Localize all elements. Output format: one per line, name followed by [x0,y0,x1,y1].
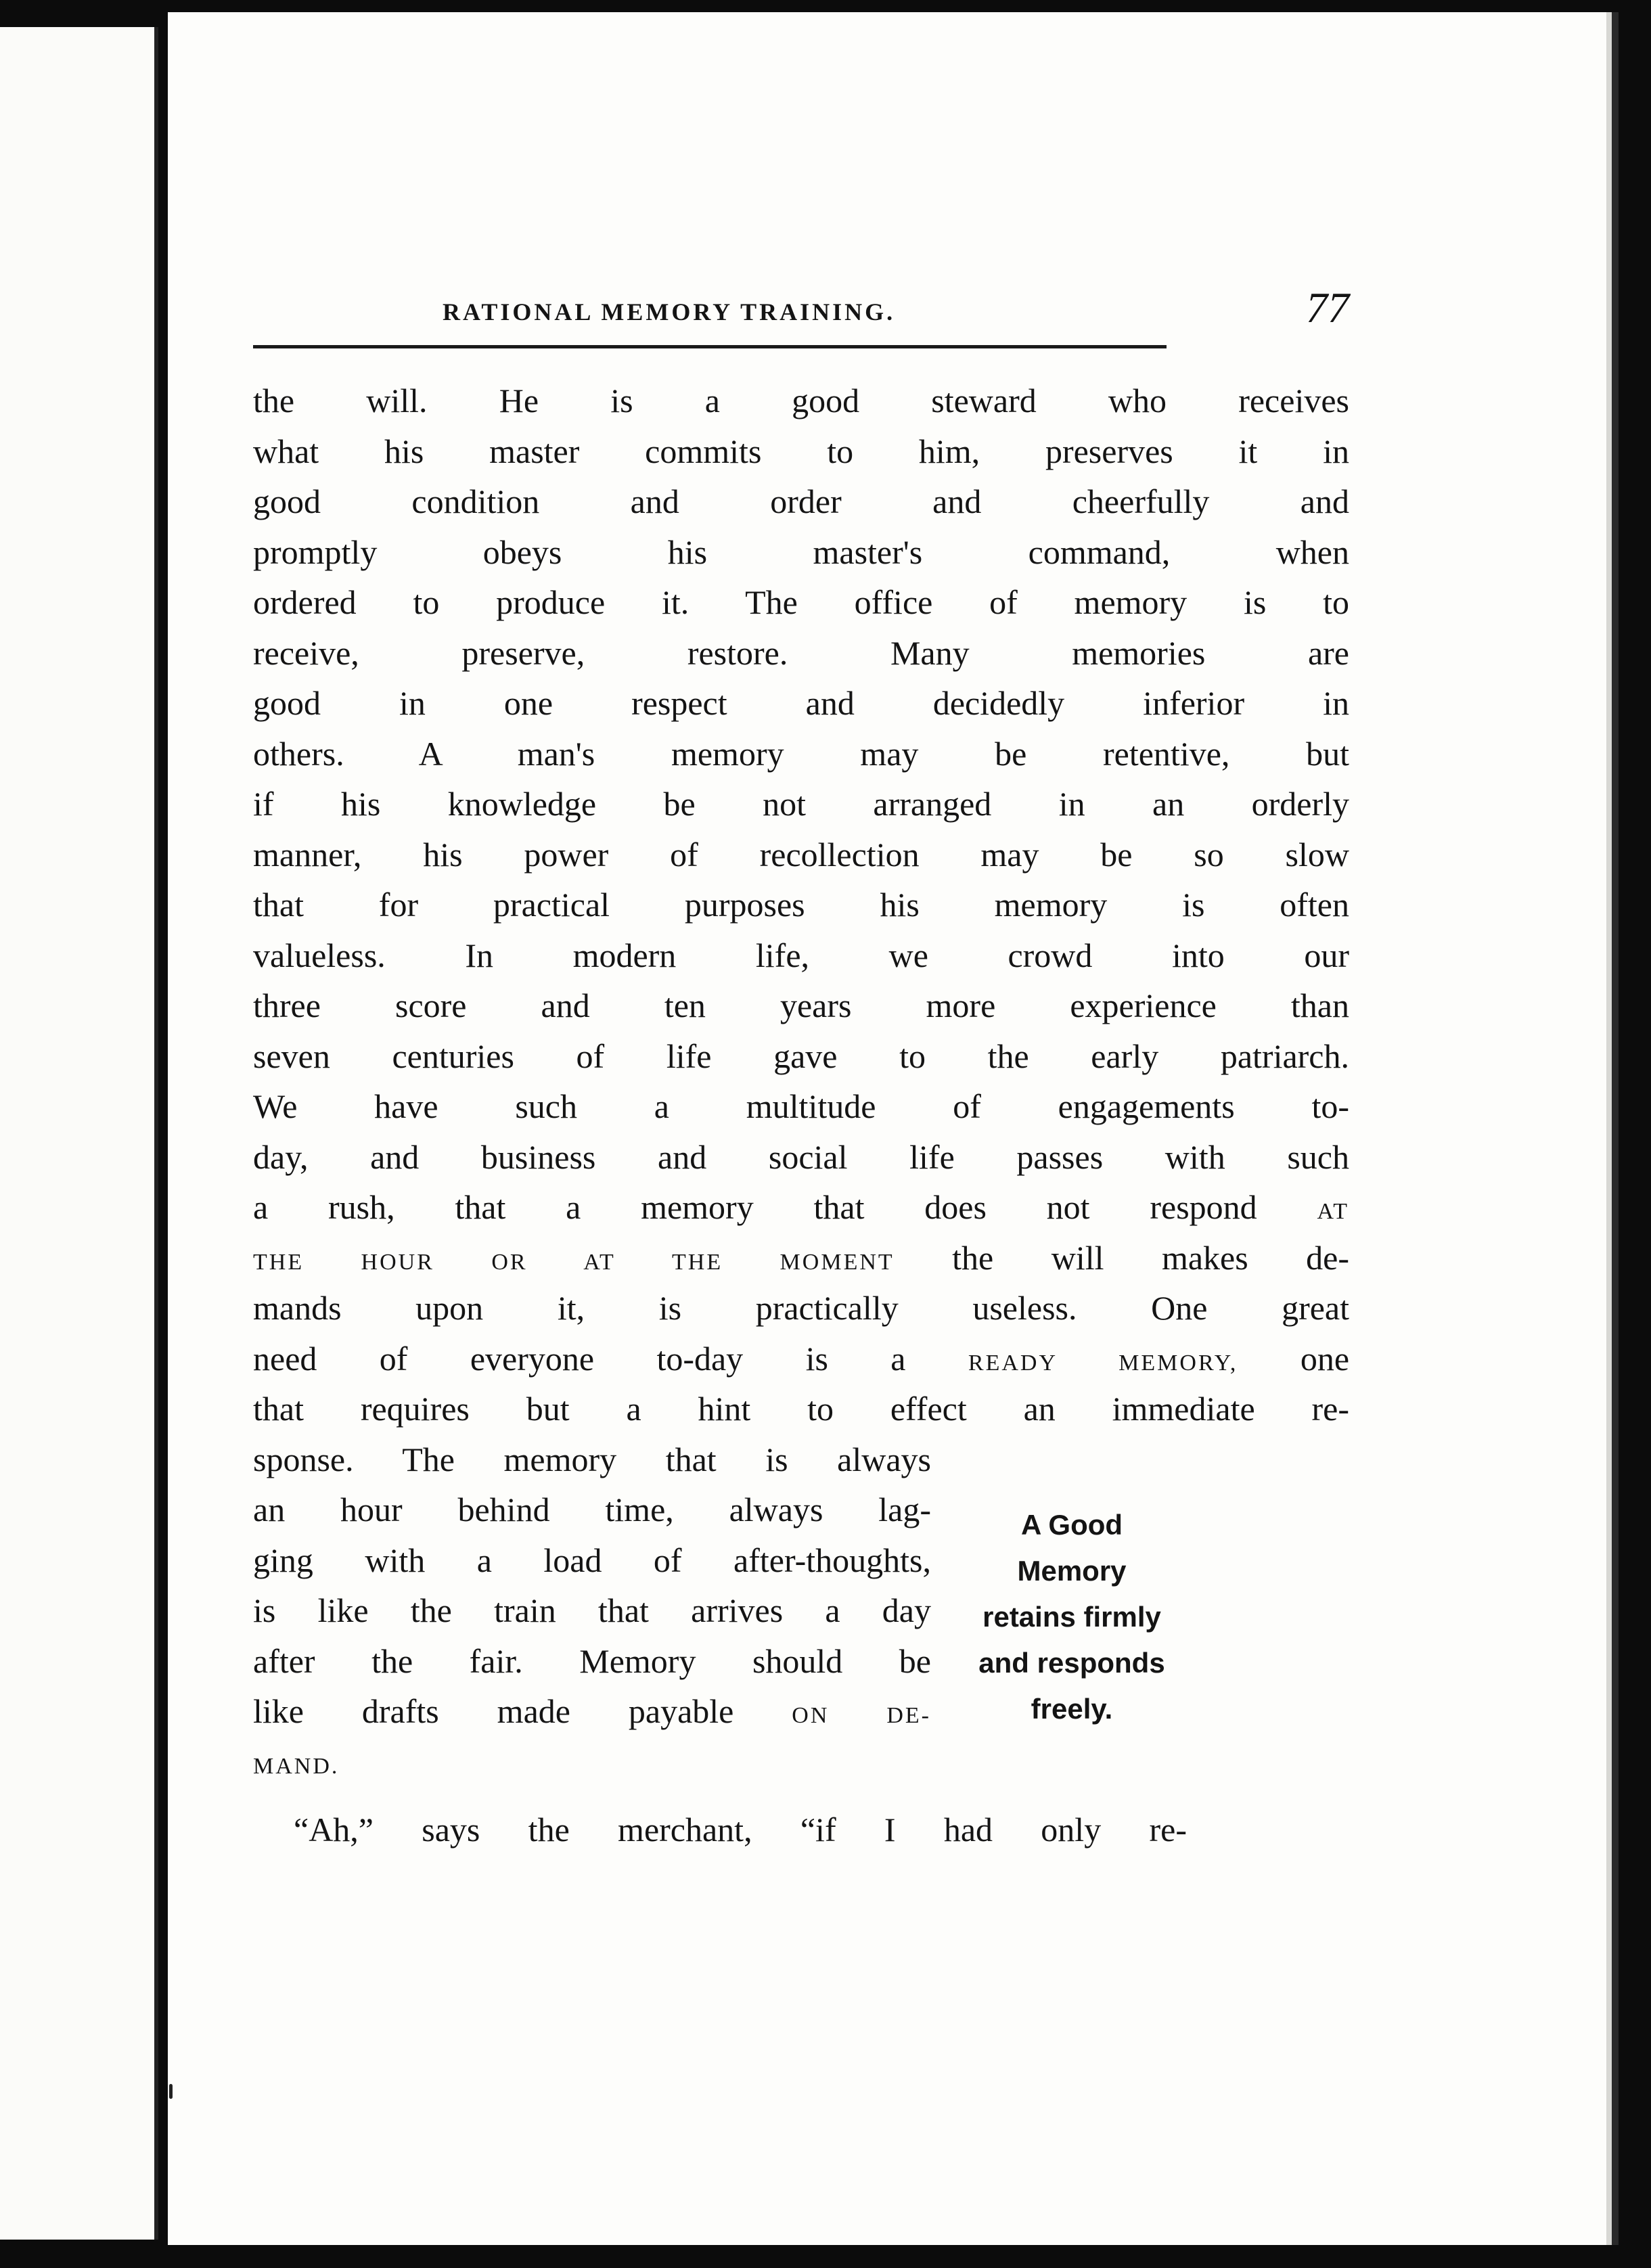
text-line: is like the train that arrives a day [253,1591,931,1629]
narrow-column [253,1434,931,1788]
small-caps-run: THE HOUR OR AT THE MOMENT [253,1249,895,1275]
text-line: “Ah,” says the merchant, “if I had only re- [294,1811,1187,1849]
text-line: sponse. The memory that is always [253,1440,931,1478]
text-line [253,1182,1349,1233]
text-line: manner, his power of recollection may be so slow [253,835,1349,874]
running-header [253,271,1349,345]
text-run: like drafts made payable [253,1692,734,1730]
text-line: the will. He is a good steward who receives [253,382,1349,419]
margin-sidenote [957,1502,1187,1732]
small-caps-run: ON DE- [792,1703,931,1728]
sidenote-line: retains firmly [982,1600,1161,1633]
page-number: 77 [1306,284,1349,332]
text-line [253,1686,931,1737]
text-line: after the fair. Memory should be [253,1641,931,1680]
running-title: RATIONAL MEMORY TRAINING. [443,298,896,325]
text-run: need of everyone to-day is a [253,1339,906,1378]
text-line: three score and ten years more experience than [253,986,1349,1024]
sidenote-line: A Good [1020,1508,1123,1541]
text-line: ging with a load of after-thoughts, [253,1541,931,1579]
text-line: promptly obeys his master's command, when [253,532,1349,571]
sidenote-line: freely. [1031,1692,1113,1725]
body-text [253,376,1349,1855]
sidenote-line: Memory [1017,1554,1127,1587]
text-line: receive, preserve, restore. Many memories are [253,633,1349,672]
text-line: others. A man's memory may be retentive, but [253,734,1349,773]
text-line: what his master commits to him, preserves it in [253,432,1349,470]
text-with-sidenote [253,1434,1349,1788]
text-line: We have such a multitude of engagements to- [253,1087,1349,1125]
text-line: if his knowledge be not arranged in an orderly [253,785,1349,823]
text-line: good in one respect and decidedly inferior in [253,684,1349,722]
text-line: seven centuries of life gave to the early patriarch. [253,1037,1349,1075]
page-edge-shadow [1606,12,1612,2245]
scan-speck [169,2084,173,2099]
text-line: day, and business and social life passes with such [253,1137,1349,1176]
text-line [253,1737,931,1788]
text-line: valueless. In modern life, we crowd into our [253,936,1349,974]
text-line: an hour behind time, always lag- [253,1491,931,1528]
sidenote-line: and responds [978,1646,1165,1679]
text-line [253,1233,1349,1284]
text-line: ordered to produce it. The office of memory is to [253,583,1349,621]
small-caps-run: MAND. [253,1753,340,1779]
text-line: that requires but a hint to effect an immediate re- [253,1390,1349,1428]
text-line: mands upon it, is practically useless. One great [253,1289,1349,1327]
text-run: a rush, that a memory that does not respond [253,1188,1257,1226]
text-line: good condition and order and cheerfully and [253,482,1349,520]
facing-page-edge [0,27,158,2240]
text-run: the will makes de- [952,1238,1350,1277]
page-content [253,271,1349,1855]
header-rule [253,345,1167,348]
small-caps-run: AT [1317,1199,1349,1224]
text-run: one [1300,1339,1350,1378]
text-line: that for practical purposes his memory is often [253,886,1349,924]
small-caps-run: READY MEMORY, [968,1350,1238,1376]
text-line [253,1334,1349,1384]
